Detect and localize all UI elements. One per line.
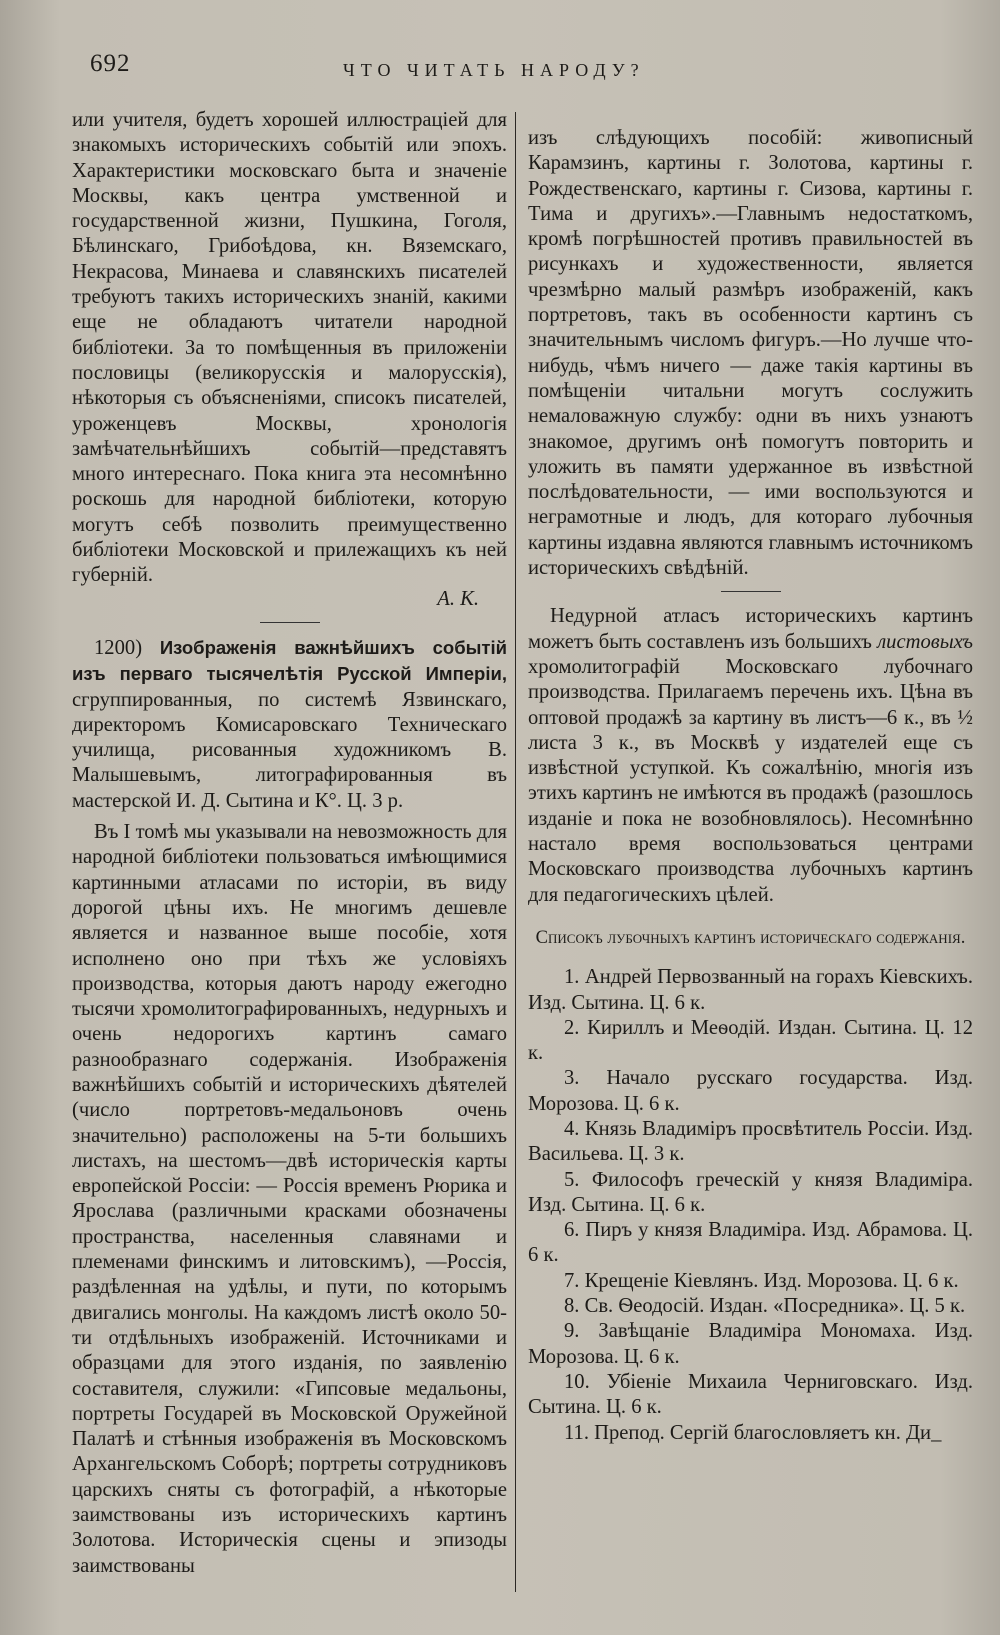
list-item: 5. Философъ греческій у князя Владиміра. Изд. Сытина. Ц. 6 к.	[528, 1168, 973, 1216]
entry-title: Изображенія важнѣйшихъ событій изъ перваго тысячелѣтія Русской Имперіи,	[72, 636, 508, 685]
running-title: ЧТО ЧИТАТЬ НАРОДУ?	[343, 60, 645, 80]
list-item: 1. Андрей Первозванный на горахъ Кіевскихъ. Изд. Сытина. Ц. 6 к.	[528, 966, 973, 1014]
list-item: 11. Препод. Сергій благословляетъ кн. Ди_	[564, 1421, 942, 1444]
left-paragraph-2: Въ I томѣ мы указывали на невозможность для народной библіотеки пользоваться имѣющимися картинными атласами по исторіи, въ виду дорогой цѣны ихъ. Не многимъ дешевле является и названное выше пособіе, хотя исполнено оно при тѣхъ же условіяхъ производства, которыя даютъ народу ежегодно тысячи хромолитографированныхъ, недурныхъ и очень недорогихъ картинъ самаго разнообразнаго содержанія. Изображенія важнѣйшихъ событій и историческихъ дѣятелей (число портретовъ-медальоновъ очень значительно) расположены на 5-ти большихъ листахъ, на шестомъ—двѣ историческія карты европейской Россіи: — Россія временъ Рюрика и Ярослава (различными красками обозначены пространства, населенныя славянами и племенами финскимъ и литовскимъ), —Россія, раздѣленная на удѣлы, и пути, по которымъ двигались монголы. На каждомъ листѣ около 50-ти отдѣльныхъ изображеній. Источниками и образцами для этого изданія, по заявленію составителя, служили: «Гипсовые медальоны, портреты Государей въ Московской Оружейной Палатѣ и стѣнныя изображенія въ Московскомъ Архангельскомъ Соборѣ; портреты сотрудниковъ царскихъ сняты съ фотографій, а нѣкоторые заимствованы изъ историческихъ картинъ Золотова. Историческія сцены и эпизоды заимствованы	[72, 821, 507, 1577]
pictures-list	[528, 965, 973, 1446]
list-heading: Списокъ лубочныхъ картинъ историческаго содержанія.	[535, 927, 966, 948]
paragraph-2-emphasis: листовыхъ	[877, 630, 973, 653]
page-header	[88, 50, 940, 90]
list-item: 7. Крещеніе Кіевлянъ. Изд. Морозова. Ц. 6 к.	[564, 1269, 959, 1292]
list-item: 8. Св. Ѳеодосій. Издан. «Посредника». Ц. 5 к.	[564, 1295, 966, 1318]
list-item: 6. Пиръ у князя Владиміра. Изд. Абрамова. Ц. 6 к.	[528, 1219, 973, 1267]
entry-text: сгруппированныя, по системѣ Язвинскаго, директоромъ Комисаровскаго Техническаго училища, рисованныя художникомъ В. Малышевымъ, литографированныя въ мастерской И. Д. Сытина и К°. Ц. 3 р.	[72, 688, 507, 812]
right-column	[528, 126, 973, 1446]
list-item: 10. Убіеніе Михаила Черниговскаго. Изд. Сытина. Ц. 6 к.	[528, 1370, 973, 1419]
section-divider	[260, 622, 320, 623]
list-item: 3. Начало русскаго государства. Изд. Морозова. Ц. 6 к.	[528, 1067, 973, 1115]
section-divider-right	[721, 591, 781, 592]
page-number: 692	[90, 50, 131, 77]
left-column	[72, 108, 507, 1579]
right-paragraph-2	[528, 604, 973, 908]
right-paragraph-1: изъ слѣдующихъ пособій: живописный Карамзинъ, картины г. Золотова, картины г. Рождественскаго, картины г. Сизова, картины г. Тима и другихъ».—Главнымъ недостаткомъ, кромѣ погрѣшностей противъ правильностей въ рисункахъ и художественности, является чрезмѣрно малый размѣръ изображеній, какъ портретовъ, такъ въ особенности картинъ съ значительнымъ числомъ фигуръ.—Но лучше что-нибудь, чѣмъ ничего — даже такія картины въ помѣщеніи читальни могутъ сослужить немаловажную службу: одни въ нихъ узнаютъ знакомое, другимъ онѣ помогутъ повторить и уложить въ памяти удержанное въ извѣстной послѣдовательности, — ими воспользуются и неграмотные и людъ, для котораго лубочныя картины издавна являются главнымъ источникомъ историческихъ свѣдѣній.	[528, 127, 973, 580]
paragraph-2-text-a: Недурной атласъ историческихъ картинъ можетъ быть составленъ изъ большихъ	[528, 605, 973, 653]
list-item: 4. Князь Владиміръ просвѣтитель Россіи. Изд. Васильева. Ц. 3 к.	[528, 1117, 973, 1166]
list-item: 2. Кириллъ и Меѳодій. Издан. Сытина. Ц. 12 к.	[528, 1016, 973, 1065]
entry-1200	[72, 635, 507, 814]
column-rule	[515, 112, 516, 1592]
entry-number: 1200)	[94, 636, 143, 659]
list-item: 9. Завѣщаніе Владиміра Мономаха. Изд. Морозова. Ц. 6 к.	[528, 1320, 973, 1368]
left-paragraph-1: или учителя, будетъ хорошей иллюстраціей для знакомыхъ историческихъ событій или эпохъ. Характеристики московскаго быта и значеніе Москвы, какъ центра умственной и государственной жизни, Пушкина, Гоголя, Бѣлинскаго, Грибоѣдова, кн. Вяземскаго, Некрасова, Минаева и славянскихъ писателей требуютъ такихъ историческихъ знаній, какими еще не обладаютъ читатели народной библіотеки. За то помѣщенныя въ приложеніи пословицы (великорусскія и малорусскія), нѣкоторыя съ объясненіями, списокъ писателей, уроженцевъ Москвы, хронологія замѣчательнѣйшихъ событій—представятъ много интереснаго. Пока книга эта несомнѣнно роскошь для народной библіотеки, которую могутъ себѣ позволить преимущественно библіотеки Московской и прилежащихъ къ ней губерній.	[72, 109, 507, 587]
paragraph-2-text-b: хромолитографій Московскаго лубочнаго производства. Прилагаемъ перечень ихъ. Цѣна въ оптовой продажѣ за картину въ листъ—6 к., въ ½ листа 3 к., въ Москвѣ у издателей еще съ извѣстной уступкой. Къ сожалѣнію, многія изъ этихъ картинъ не имѣются въ продажѣ (разошлось изданіе и пока не возобновлялось). Несомнѣнно настало время воспользоваться центрами Московскаго производства лубочныхъ картинъ для педагогическихъ цѣлей.	[528, 655, 973, 906]
review-signature: А. К.	[437, 587, 479, 610]
